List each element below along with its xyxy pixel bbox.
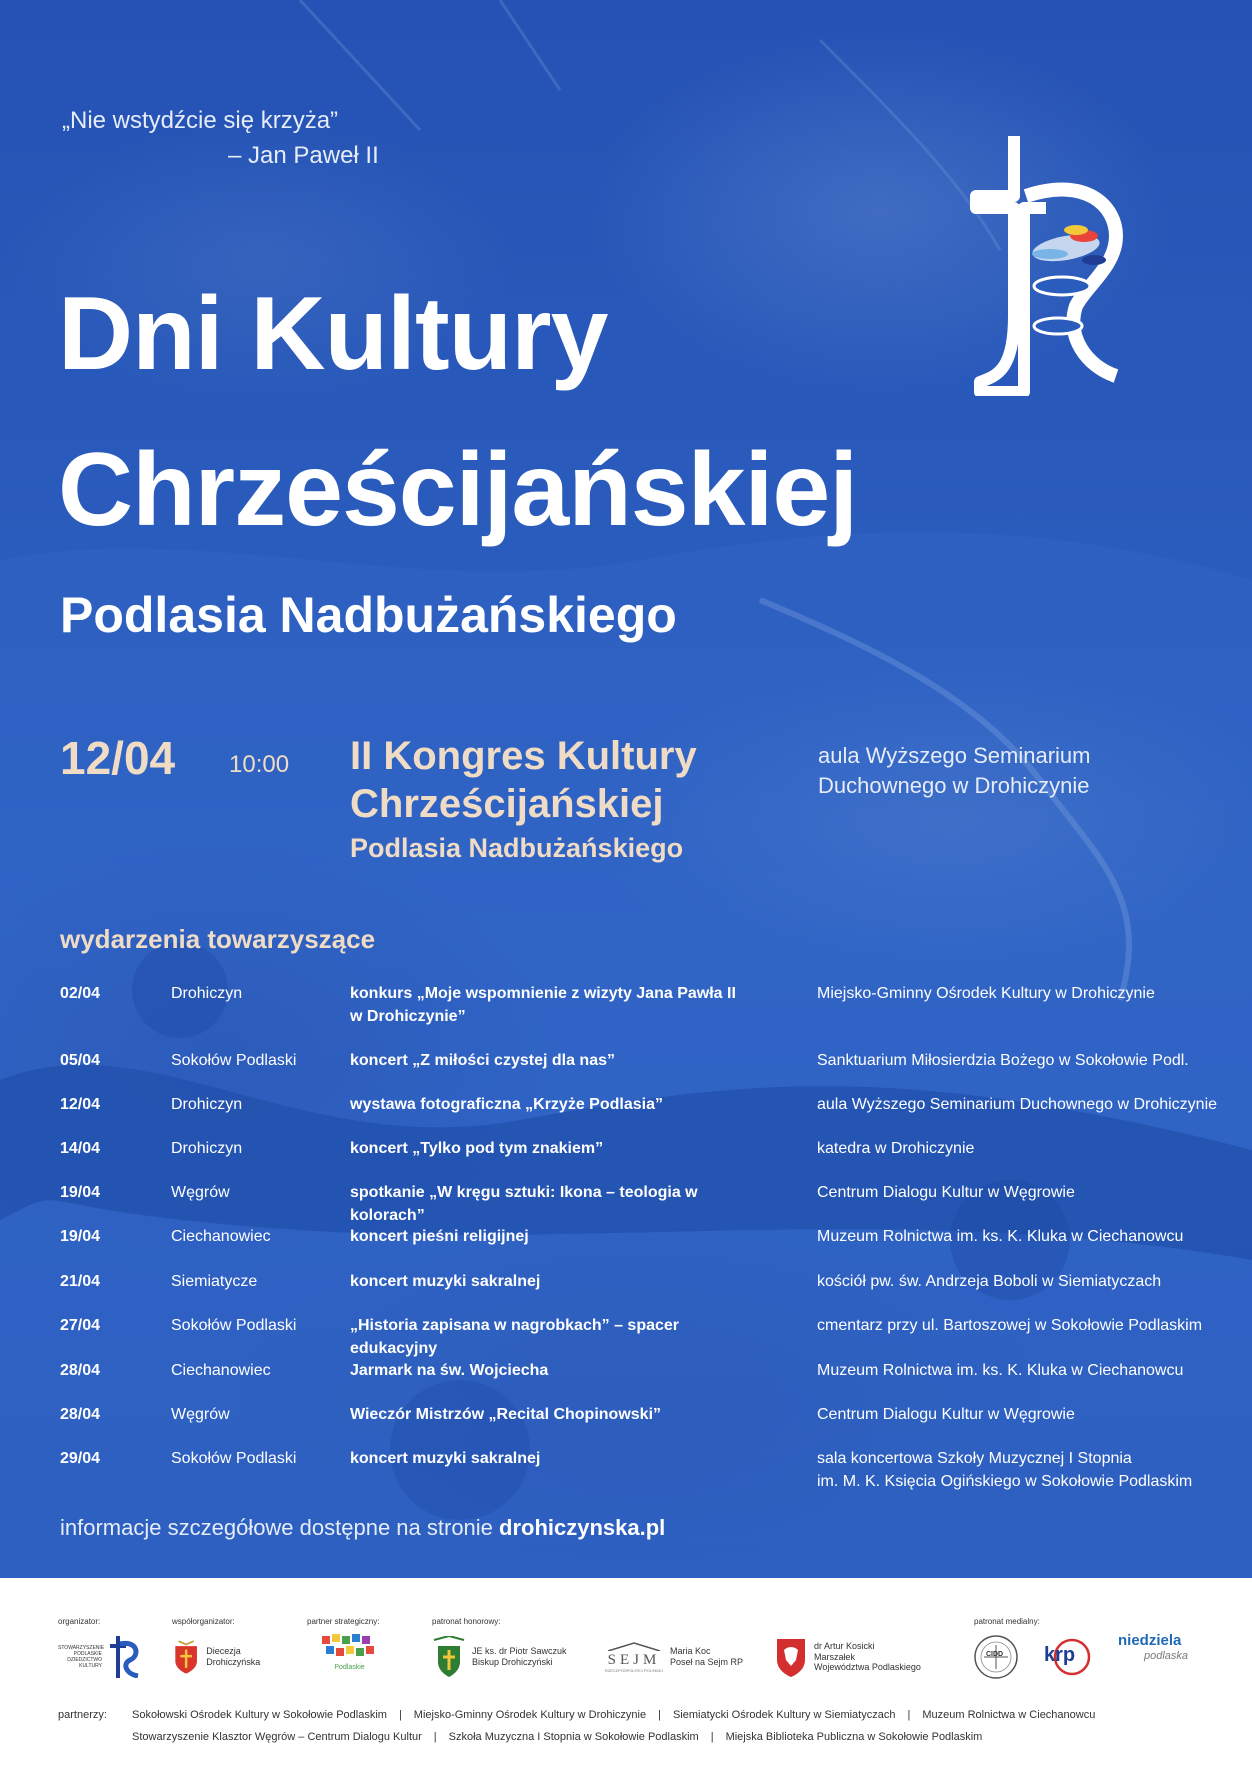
- event-date: 28/04: [60, 1362, 101, 1379]
- event-name: Wieczór Mistrzów „Recital Chopinowski”: [350, 1406, 662, 1423]
- event-city: Ciechanowiec: [171, 1362, 271, 1379]
- kosicki-name: dr Artur Kosicki: [814, 1640, 875, 1651]
- event-name: koncert „Tylko pod tym znakiem”: [350, 1140, 604, 1157]
- event-venue: aula Wyższego Seminarium Duchownego w Drohiczynie: [817, 1096, 1218, 1113]
- event-city: Drohiczyn: [171, 1096, 243, 1113]
- koc-title: Poseł na Sejm RP: [670, 1657, 744, 1667]
- event-name: koncert muzyki sakralnej: [350, 1450, 541, 1467]
- bishop-name: JE ks. dr Piotr Sawczuk: [472, 1646, 567, 1657]
- event-name: „Historia zapisana w nagrobkach” – spacer edukacyjny: [350, 1317, 680, 1357]
- title-line-1: Dni Kultury: [58, 276, 608, 392]
- event-row: [60, 1225, 1230, 1270]
- organizer-name: STOWARZYSZENIE PODLASKIE DZIEDZICTWO KULTURY: [58, 1645, 105, 1669]
- partner-name: Szkoła Muzyczna I Stopnia w Sokołowie Podlaskim: [448, 1731, 699, 1743]
- koc-text: [670, 1646, 743, 1668]
- title-subtitle: Podlasia Nadbużańskiego: [60, 587, 677, 643]
- event-venue: kościół pw. św. Andrzeja Boboli w Siemiatyczach: [817, 1273, 1162, 1290]
- partners: [58, 1704, 1095, 1748]
- cidd-logo: [972, 1632, 1032, 1682]
- bishop-coat-of-arms-icon: [432, 1636, 466, 1678]
- event-city: Siemiatycze: [171, 1273, 258, 1290]
- sejm-name: SEJM: [607, 1651, 661, 1668]
- event-name: koncert „Z miłości czystej dla nas”: [350, 1052, 615, 1069]
- partner-separator: |: [710, 1731, 714, 1743]
- diecezja-logo: [172, 1632, 282, 1682]
- event-name-line-2: w Drohiczynie”: [350, 1008, 466, 1025]
- event-city: Węgrów: [171, 1184, 230, 1201]
- sejm-sub: RZECZPOSPOLITEJ POLSKIEJ: [604, 1667, 664, 1673]
- partner-name: Muzeum Rolnictwa w Ciechanowcu: [922, 1709, 1096, 1721]
- event-date: 28/04: [60, 1406, 101, 1423]
- event-date: 02/04: [60, 985, 101, 1002]
- podlaskie-logo: [312, 1632, 387, 1682]
- marshal-patronage: [774, 1632, 944, 1682]
- event-name: wystawa fotograficzna „Krzyże Podlasia”: [350, 1096, 663, 1113]
- event-city: Ciechanowiec: [171, 1228, 271, 1245]
- podlaskie-region-icon: [320, 1632, 380, 1664]
- kosicki-region: Województwa Podlaskiego: [814, 1662, 921, 1673]
- event-name: Jarmark na św. Wojciecha: [350, 1362, 549, 1379]
- title-line-2: Chrześcijańskiej: [58, 432, 858, 548]
- main-event-time: 10:00: [229, 751, 290, 778]
- partner-separator: |: [658, 1709, 661, 1721]
- event-venue: Centrum Dialogu Kultur w Węgrowie: [817, 1184, 1075, 1201]
- krp-name: krp: [1044, 1644, 1076, 1666]
- event-venue: Muzeum Rolnictwa im. ks. K. Kluka w Ciechanowcu: [817, 1228, 1184, 1245]
- organizer-cross-icon: [108, 1636, 142, 1678]
- event-date: 19/04: [60, 1228, 101, 1245]
- main-event-venue: [818, 741, 1158, 800]
- main-event-title: [350, 732, 697, 864]
- event-city: Węgrów: [171, 1406, 230, 1423]
- event-row: [60, 1049, 1230, 1093]
- website-link[interactable]: drohiczynska.pl: [499, 1515, 666, 1540]
- event-venue-line-1: sala koncertowa Szkoły Muzycznej I Stopnia: [817, 1450, 1132, 1467]
- label-strategic-partner: partner strategiczny:: [307, 1617, 380, 1626]
- main-event-date: 12/04: [60, 732, 176, 784]
- info-line: [60, 1515, 665, 1541]
- label-honorary-patronage: patronat honorowy:: [432, 1617, 501, 1626]
- kosicki-text: [814, 1641, 921, 1673]
- partners-label: partnerzy:: [58, 1709, 107, 1721]
- quote: [62, 104, 379, 174]
- label-media-patronage: patronat medialny:: [974, 1617, 1040, 1626]
- event-city: Drohiczyn: [171, 985, 243, 1002]
- quote-text: „Nie wstydźcie się krzyża”: [62, 107, 339, 134]
- partner-name: Miejska Biblioteka Publiczna w Sokołowie Podlaskim: [725, 1731, 983, 1743]
- partners-label-spacer: [58, 1726, 132, 1748]
- event-row: [60, 1447, 1230, 1493]
- label-organizer: organizator:: [58, 1617, 101, 1626]
- festival-logo-icon: [966, 136, 1146, 396]
- event-row: [60, 1093, 1230, 1137]
- organizer-logo: [58, 1632, 158, 1682]
- podlaskie-coat-of-arms-icon: [774, 1636, 808, 1678]
- event-date: 14/04: [60, 1140, 101, 1157]
- event-venue-line-2: im. M. K. Księcia Ogińskiego w Sokołowie Podlaskim: [817, 1473, 1193, 1490]
- event-venue: katedra w Drohiczynie: [817, 1140, 975, 1157]
- event-venue: Muzeum Rolnictwa im. ks. K. Kluka w Ciechanowcu: [817, 1362, 1184, 1379]
- event-venue: [817, 1447, 1237, 1493]
- partner-name: Sokołowski Ośrodek Kultury w Sokołowie Podlaskim: [132, 1709, 387, 1721]
- main-event-title-line-1: II Kongres Kultury: [350, 734, 697, 778]
- label-coorganizer: współorganizator:: [172, 1617, 235, 1626]
- event-name: [350, 982, 770, 1028]
- event-row: [60, 1270, 1230, 1314]
- sejm-building-icon: [604, 1641, 664, 1651]
- niedziela-logo: [1118, 1632, 1208, 1682]
- event-row: [60, 1137, 1230, 1181]
- event-name: koncert muzyki sakralnej: [350, 1273, 541, 1290]
- event-row: [60, 1181, 1230, 1225]
- cidd-name: CIDD: [986, 1651, 1004, 1658]
- niedziela-name: niedziela: [1118, 1632, 1182, 1649]
- bishop-patronage: [432, 1632, 582, 1682]
- main-event-venue-line-2: Duchownego w Drohiczynie: [818, 772, 1090, 798]
- event-row: [60, 1314, 1230, 1359]
- podlaskie-name: Podlaskie: [334, 1664, 365, 1671]
- event-venue: cmentarz przy ul. Bartoszowej w Sokołowie Podlaskim: [817, 1317, 1203, 1334]
- partner-separator: |: [907, 1709, 911, 1721]
- events-list: [60, 982, 1230, 1493]
- event-city: Sokołów Podlaski: [171, 1317, 297, 1334]
- event-row: [60, 982, 1230, 1049]
- event-city: Sokołów Podlaski: [171, 1450, 297, 1467]
- partner-name: Stowarzyszenie Klasztor Węgrów – Centrum Dialogu Kultur: [132, 1731, 422, 1743]
- sejm-logo: [604, 1641, 664, 1674]
- event-venue: Sanktuarium Miłosierdzia Bożego w Sokołowie Podl.: [817, 1052, 1189, 1069]
- main-event-title-line-2: Chrześcijańskiej: [350, 782, 664, 826]
- event-venue: Centrum Dialogu Kultur w Węgrowie: [817, 1406, 1075, 1423]
- event-name-line-1: konkurs „Moje wspomnienie z wizyty Jana Pawła II: [350, 985, 736, 1002]
- event-date: 19/04: [60, 1184, 101, 1201]
- event-date: 21/04: [60, 1273, 101, 1290]
- partner-name: Miejsko-Gminny Ośrodek Kultury w Drohiczynie: [413, 1709, 647, 1721]
- event-city: Sokołów Podlaski: [171, 1052, 297, 1069]
- main-event-title-sub: Podlasia Nadbużańskiego: [350, 833, 684, 863]
- events-heading: wydarzenia towarzyszące: [60, 924, 376, 954]
- partner-separator: |: [433, 1731, 437, 1743]
- bishop-text: [472, 1646, 567, 1668]
- event-row: [60, 1359, 1230, 1403]
- diecezja-name: Diecezja Drohiczyńska: [206, 1646, 261, 1667]
- kosicki-title: Marszałek: [814, 1651, 856, 1662]
- partner-name: Siemiatycki Ośrodek Kultury w Siemiatyczach: [672, 1709, 896, 1721]
- quote-author: – Jan Paweł II: [228, 141, 379, 169]
- event-venue: Miejsko-Gminny Ośrodek Kultury w Drohiczynie: [817, 985, 1155, 1002]
- bishop-title: Biskup Drohiczyński: [472, 1657, 553, 1667]
- krp-logo: [1040, 1632, 1096, 1682]
- event-city: Drohiczyn: [171, 1140, 243, 1157]
- info-text: informacje szczegółowe dostępne na stronie: [60, 1515, 500, 1540]
- partners-row-1: [58, 1704, 1095, 1726]
- main-event-venue-line-1: aula Wyższego Seminarium: [818, 743, 1091, 768]
- sejm-patronage: [604, 1632, 754, 1682]
- event-date: 27/04: [60, 1317, 101, 1334]
- event-date: 12/04: [60, 1096, 101, 1113]
- niedziela-sub: podlaska: [1144, 1650, 1189, 1662]
- partner-separator: |: [398, 1709, 402, 1721]
- koc-name: Maria Koc: [670, 1646, 711, 1657]
- event-date: 05/04: [60, 1052, 101, 1069]
- event-name: koncert pieśni religijnej: [350, 1228, 529, 1245]
- event-name: spotkanie „W kręgu sztuki: Ikona – teologia w kolorach”: [350, 1184, 698, 1224]
- event-date: 29/04: [60, 1450, 101, 1467]
- event-row: [60, 1403, 1230, 1447]
- partners-row-2: [58, 1726, 1095, 1748]
- diocese-coat-of-arms-icon: [172, 1636, 200, 1678]
